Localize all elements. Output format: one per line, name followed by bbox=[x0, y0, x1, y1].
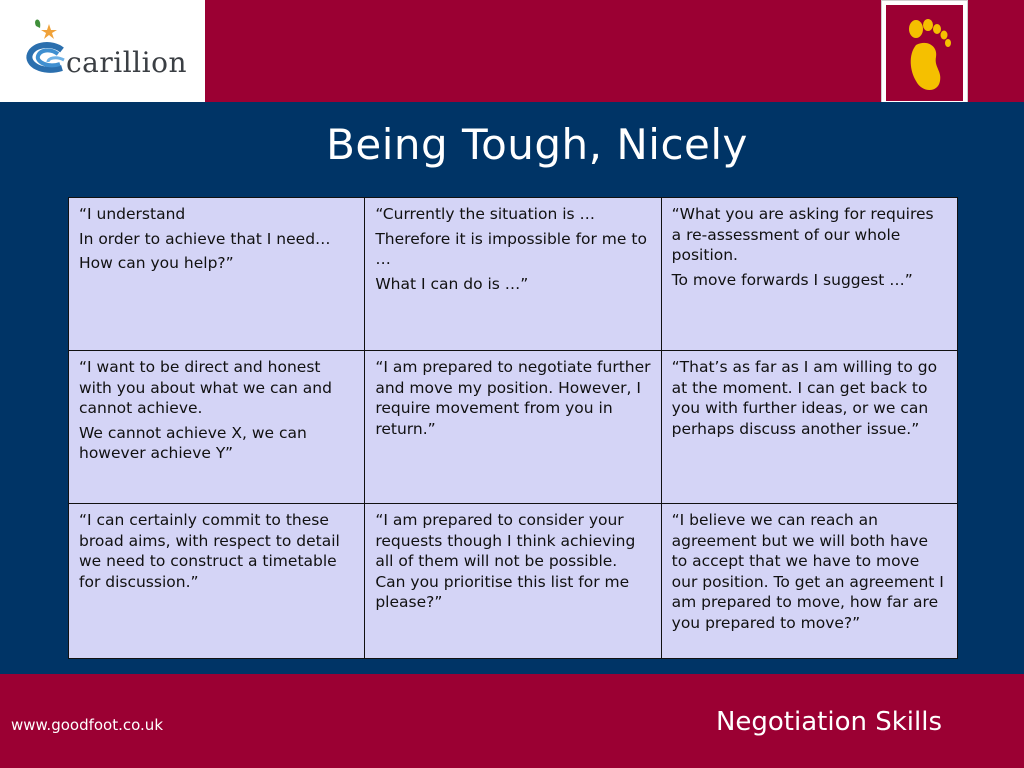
cell-text: “I want to be direct and honest with you about what we can and cannot achieve. bbox=[79, 358, 332, 417]
table-cell bbox=[69, 504, 365, 659]
carillion-logo-text: carillion bbox=[66, 46, 187, 79]
cell-text: “I believe we can reach an agreement but we will both have to accept that we have to move our position. To get an agreement I am prepared to move, how far are you prepared to move?” bbox=[671, 511, 944, 632]
carillion-logo-area bbox=[0, 0, 205, 102]
cell-text: “I can certainly commit to these broad aims, with respect to detail we need to construct a timetable for discussion.” bbox=[79, 511, 340, 591]
table-cell bbox=[365, 351, 661, 504]
cell-text: How can you help?” bbox=[79, 254, 234, 272]
table-row bbox=[69, 351, 958, 504]
table-cell bbox=[661, 198, 957, 351]
website-link[interactable]: www.goodfoot.co.uk bbox=[11, 716, 163, 734]
cell-text: We cannot achieve X, we can however achieve Y” bbox=[79, 423, 307, 462]
cell-text: “I understand bbox=[79, 205, 186, 223]
table-cell bbox=[69, 351, 365, 504]
cell-text: To move forwards I suggest …” bbox=[671, 270, 913, 289]
table-row bbox=[69, 198, 958, 351]
cell-text: “That’s as far as I am willing to go at the moment. I can get back to you with further ideas, or we can perhaps discuss another issue.” bbox=[671, 358, 938, 438]
foot-icon bbox=[886, 5, 963, 101]
cell-text: “Currently the situation is … bbox=[375, 205, 595, 223]
phrase-table bbox=[68, 197, 958, 659]
table-cell bbox=[69, 198, 365, 351]
footer-title: Negotiation Skills bbox=[715, 707, 942, 737]
cell-text: Therefore it is impossible for me to … bbox=[375, 229, 647, 268]
cell-text: “I am prepared to consider your requests though I think achieving all of them will not be possible. Can you prioritise this list for me please?” bbox=[375, 511, 636, 611]
cell-text: What I can do is …” bbox=[375, 274, 529, 293]
table-cell bbox=[365, 504, 661, 659]
table-cell bbox=[661, 351, 957, 504]
table-row bbox=[69, 504, 958, 659]
table-cell bbox=[661, 504, 957, 659]
table-cell bbox=[365, 198, 661, 351]
cell-text: “I am prepared to negotiate further and move my position. However, I require movement from you in return.” bbox=[375, 358, 651, 438]
cell-text: In order to achieve that I need… bbox=[79, 229, 331, 248]
page-title: Being Tough, Nicely bbox=[326, 120, 748, 169]
goodfoot-logo-background bbox=[886, 5, 963, 101]
cell-text: “What you are asking for requires a re-assessment of our whole position. bbox=[671, 205, 934, 264]
